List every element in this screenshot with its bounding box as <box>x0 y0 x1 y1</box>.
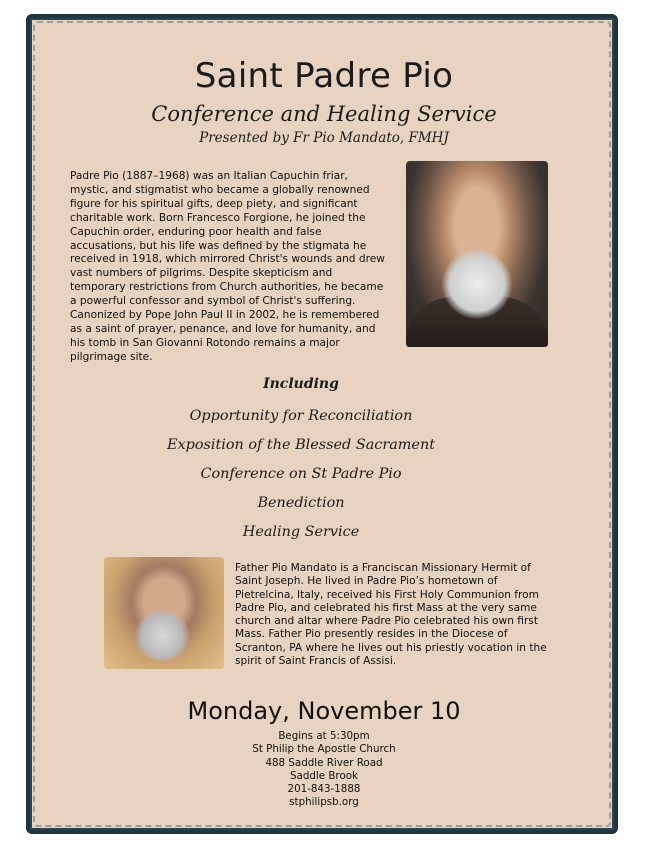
father-mandato-bio: Father Pio Mandato is a Franciscan Missionary Hermit of Saint Joseph. He lived in Padre Pio’s hometown of Pietrelcina, Italy, received his First Holy Communion from Padre Pio, and celebrated his first Mass at the very same church and altar where Padre Pio celebrated his own first Mass. Father Pio presently resides in the Diocese of Scranton, PA where he lives out his priestly vocation in the spirit of Saint Francis of Assisi. <box>235 562 547 668</box>
program-item: Exposition of the Blessed Sacrament <box>166 437 436 453</box>
event-address: 488 Saddle River Road <box>265 756 383 769</box>
event-date: Monday, November 10 <box>187 697 461 725</box>
event-time: Begins at 5:30pm <box>278 730 370 742</box>
presenter-line: Presented by Fr Pio Mandato, FMHJ <box>199 130 449 146</box>
beard-shape <box>134 611 190 661</box>
event-town: Saddle Brook <box>289 769 359 782</box>
event-phone: 201-843-1888 <box>287 783 361 796</box>
event-info <box>30 730 618 810</box>
flyer-page <box>26 14 618 834</box>
program-item: Opportunity for Reconciliation <box>189 408 413 424</box>
padre-pio-bio: Padre Pio (1887–1968) was an Italian Capuchin friar, mystic, and stigmatist who became a globally renowned figure for his spiritual gifts, deep piety, and significant charitable work. Born Francesco Forgione, he joined the Capuchin order, enduring poor health and false accusations, but his life was defined by the stigmata he received in 1918, which mirrored Christ's wounds and drew vast numbers of pilgrims. Despite skepticism and temporary restrictions from Church authorities, he became a powerful confessor and symbol of Christ's suffering. Canonized by Pope John Paul II in 2002, he is remembered as a saint of prayer, penance, and love for humanity, and his tomb in San Giovanni Rotondo remains a major pilgrimage site. <box>70 170 385 363</box>
father-mandato-photo <box>104 557 224 669</box>
program-item: Healing Service <box>242 524 360 540</box>
flyer-title: Saint Padre Pio <box>194 56 454 96</box>
program-item: Conference on St Padre Pio <box>200 466 402 482</box>
program-item: Benediction <box>257 495 345 511</box>
program-list <box>30 402 572 547</box>
event-church: St Philip the Apostle Church <box>252 743 396 756</box>
flyer-subtitle: Conference and Healing Service <box>151 102 497 126</box>
including-heading: Including <box>263 376 339 392</box>
beard-shape <box>442 249 512 319</box>
event-website: stphilipsb.org <box>289 796 359 809</box>
padre-pio-photo <box>406 161 548 347</box>
